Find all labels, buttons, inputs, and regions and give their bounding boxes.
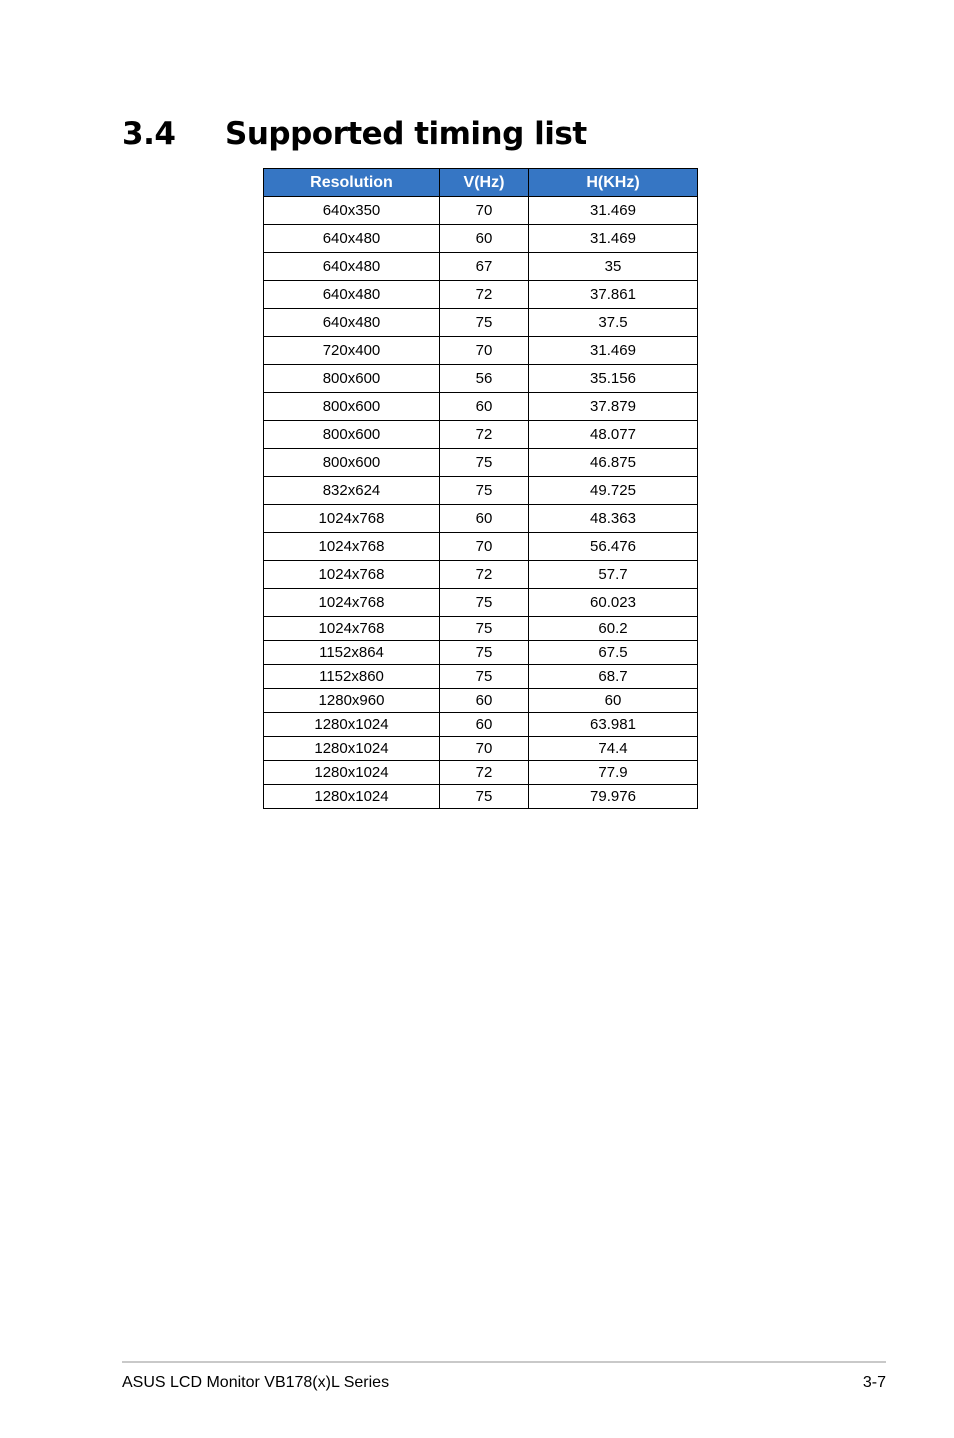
cell-resolution: 832x624 — [264, 477, 440, 505]
footer-page-number: 3-7 — [862, 1374, 886, 1391]
table-row — [264, 281, 698, 309]
section-heading — [122, 112, 587, 156]
cell-resolution: 640x480 — [264, 253, 440, 281]
cell-horizontal-frequency: 67.5 — [529, 641, 698, 665]
cell-resolution: 1152x864 — [264, 641, 440, 665]
cell-vertical-frequency: 75 — [440, 665, 529, 689]
table-row — [264, 225, 698, 253]
table-row — [264, 561, 698, 589]
table-row — [264, 505, 698, 533]
cell-vertical-frequency: 72 — [440, 761, 529, 785]
cell-vertical-frequency: 72 — [440, 281, 529, 309]
cell-vertical-frequency: 75 — [440, 309, 529, 337]
table-row — [264, 253, 698, 281]
cell-vertical-frequency: 75 — [440, 589, 529, 617]
cell-resolution: 720x400 — [264, 337, 440, 365]
cell-vertical-frequency: 75 — [440, 641, 529, 665]
table-row — [264, 665, 698, 689]
section-title: Supported timing list — [225, 116, 587, 152]
cell-horizontal-frequency: 60.023 — [529, 589, 698, 617]
cell-resolution: 640x480 — [264, 309, 440, 337]
footer-product-name: ASUS LCD Monitor VB178(x)L Series — [122, 1374, 390, 1391]
cell-horizontal-frequency: 56.476 — [529, 533, 698, 561]
cell-horizontal-frequency: 60.2 — [529, 617, 698, 641]
table-row — [264, 197, 698, 225]
cell-vertical-frequency: 60 — [440, 393, 529, 421]
table-row — [264, 337, 698, 365]
cell-resolution: 1280x1024 — [264, 737, 440, 761]
cell-horizontal-frequency: 74.4 — [529, 737, 698, 761]
table-row — [264, 785, 698, 809]
cell-vertical-frequency: 70 — [440, 533, 529, 561]
cell-vertical-frequency: 70 — [440, 337, 529, 365]
header-resolution: Resolution — [264, 169, 440, 197]
footer-divider — [122, 1361, 886, 1363]
cell-horizontal-frequency: 31.469 — [529, 197, 698, 225]
cell-resolution: 800x600 — [264, 365, 440, 393]
cell-resolution: 1024x768 — [264, 505, 440, 533]
cell-horizontal-frequency: 37.861 — [529, 281, 698, 309]
cell-vertical-frequency: 56 — [440, 365, 529, 393]
cell-vertical-frequency: 60 — [440, 225, 529, 253]
cell-horizontal-frequency: 57.7 — [529, 561, 698, 589]
cell-vertical-frequency: 67 — [440, 253, 529, 281]
table-row — [264, 641, 698, 665]
cell-vertical-frequency: 75 — [440, 449, 529, 477]
table-row — [264, 393, 698, 421]
cell-resolution: 1024x768 — [264, 533, 440, 561]
cell-vertical-frequency: 75 — [440, 785, 529, 809]
cell-horizontal-frequency: 31.469 — [529, 225, 698, 253]
cell-vertical-frequency: 75 — [440, 477, 529, 505]
table-row — [264, 713, 698, 737]
timing-table — [263, 168, 698, 809]
cell-resolution: 1152x860 — [264, 665, 440, 689]
section-number: 3.4 — [122, 116, 176, 152]
cell-horizontal-frequency: 49.725 — [529, 477, 698, 505]
table-row — [264, 421, 698, 449]
table-row — [264, 309, 698, 337]
cell-resolution: 1280x1024 — [264, 761, 440, 785]
cell-horizontal-frequency: 48.077 — [529, 421, 698, 449]
cell-resolution: 640x480 — [264, 225, 440, 253]
cell-resolution: 800x600 — [264, 449, 440, 477]
cell-resolution: 640x350 — [264, 197, 440, 225]
cell-vertical-frequency: 72 — [440, 421, 529, 449]
cell-horizontal-frequency: 77.9 — [529, 761, 698, 785]
cell-horizontal-frequency: 35.156 — [529, 365, 698, 393]
cell-resolution: 800x600 — [264, 421, 440, 449]
table-row — [264, 533, 698, 561]
header-horizontal-frequency: H(KHz) — [529, 169, 698, 197]
table-row — [264, 365, 698, 393]
table-header-row — [264, 169, 698, 197]
cell-resolution: 1280x1024 — [264, 785, 440, 809]
cell-vertical-frequency: 70 — [440, 737, 529, 761]
table-row — [264, 477, 698, 505]
cell-horizontal-frequency: 31.469 — [529, 337, 698, 365]
cell-horizontal-frequency: 37.5 — [529, 309, 698, 337]
cell-horizontal-frequency: 48.363 — [529, 505, 698, 533]
cell-resolution: 1024x768 — [264, 561, 440, 589]
cell-horizontal-frequency: 68.7 — [529, 665, 698, 689]
cell-horizontal-frequency: 60 — [529, 689, 698, 713]
cell-vertical-frequency: 75 — [440, 617, 529, 641]
cell-resolution: 640x480 — [264, 281, 440, 309]
table-row — [264, 689, 698, 713]
table-row — [264, 449, 698, 477]
cell-horizontal-frequency: 46.875 — [529, 449, 698, 477]
cell-vertical-frequency: 70 — [440, 197, 529, 225]
table-row — [264, 761, 698, 785]
cell-resolution: 1024x768 — [264, 589, 440, 617]
cell-vertical-frequency: 60 — [440, 713, 529, 737]
cell-horizontal-frequency: 37.879 — [529, 393, 698, 421]
cell-horizontal-frequency: 63.981 — [529, 713, 698, 737]
table-row — [264, 737, 698, 761]
cell-horizontal-frequency: 79.976 — [529, 785, 698, 809]
cell-horizontal-frequency: 35 — [529, 253, 698, 281]
cell-resolution: 1024x768 — [264, 617, 440, 641]
table-row — [264, 617, 698, 641]
table-row — [264, 589, 698, 617]
header-vertical-frequency: V(Hz) — [440, 169, 529, 197]
cell-vertical-frequency: 60 — [440, 689, 529, 713]
cell-vertical-frequency: 72 — [440, 561, 529, 589]
cell-resolution: 1280x960 — [264, 689, 440, 713]
cell-resolution: 800x600 — [264, 393, 440, 421]
cell-vertical-frequency: 60 — [440, 505, 529, 533]
cell-resolution: 1280x1024 — [264, 713, 440, 737]
